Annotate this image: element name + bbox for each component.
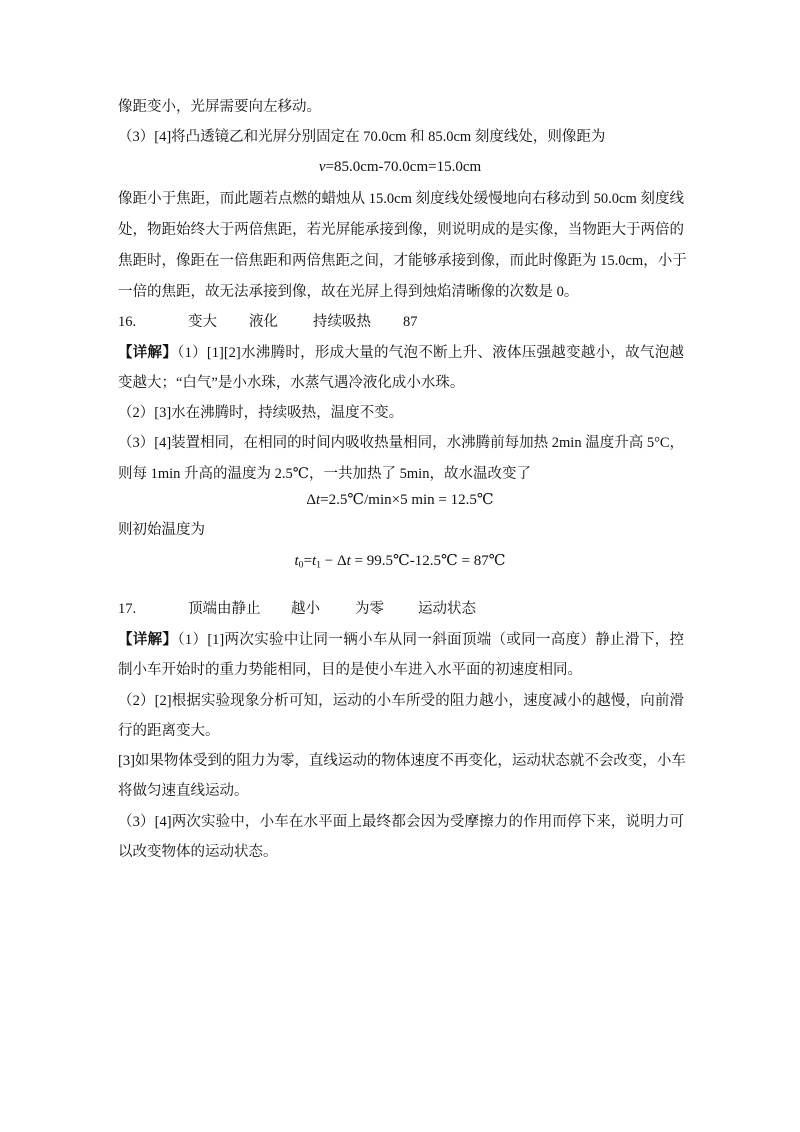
formula-eq: = (303, 553, 312, 569)
q17-part2b-line1: [3]如果物体受到的阻力为零，直线运动的物体速度不再变化，运动状态就不会改变，小车 (118, 753, 686, 769)
q16-part2: （2）[3]水在沸腾时，持续吸热，温度不变。 (118, 405, 404, 421)
q16-answer-2: 液化 (249, 314, 278, 330)
q16-part3-line2: 则每 1min 升高的温度为 2.5℃，一共加热了 5min，故水温改变了 (118, 466, 531, 482)
q16-part1-text: （1）[1][2]水沸腾时，形成大量的气泡不断上升、液体压强越变越小，故气泡越 (177, 345, 685, 361)
formula-var-t0: t (294, 553, 299, 569)
q16-answer-1: 变大 (188, 314, 217, 330)
q17-part2-line1: （2）[2]根据实验现象分析可知，运动的小车所受的阻力越小，速度减小的越慢，向前滑 (118, 693, 684, 709)
q15-formula-image-distance (0, 157, 800, 177)
q15-part3-line1: （3）[4]将凸透镜乙和光屏分别固定在 70.0cm 和 85.0cm 刻度线处，则像距为 (118, 129, 606, 145)
q16-answer-row (118, 312, 718, 332)
q16-initial-temp-text: 则初始温度为 (118, 522, 205, 538)
q15-explain-line4: 一倍的焦距，故无法承接到像，故在光屏上得到烛焰清晰像的次数是 0。 (118, 284, 579, 300)
q17-answer-1: 顶端由静止 (188, 601, 261, 617)
q16-formula-initial-temp (0, 551, 800, 571)
q16-answer-3: 持续吸热 (313, 314, 371, 330)
q16-number: 16. (118, 314, 137, 330)
q15-explain-line2: 处，物距始终大于两倍焦距，若光屏能承接到像，则说明成的是实像，当物距大于两倍的 (118, 222, 684, 238)
formula-var-t: t (315, 492, 321, 508)
formula-delta: Δ (306, 492, 316, 508)
formula-var-t1: t (311, 553, 317, 569)
q15-explain-line1: 像距小于焦距，而此题若点燃的蜡烛从 15.0cm 刻度线处缓慢地向右移动到 50.0cm 刻度线 (118, 191, 684, 207)
q17-answer-3: 为零 (355, 601, 384, 617)
q16-part3-line1: （3）[4]装置相同，在相同的时间内吸收热量相同，水沸腾前每加热 2min 温度升高 5°C， (118, 435, 685, 451)
q16-detail-line1 (118, 343, 684, 363)
q17-part1-text: （1）[1]两次实验中让同一辆小车从同一斜面顶端（或同一高度）静止滑下，控 (177, 632, 685, 648)
formula-rhs: =2.5℃/min×5 min = 12.5℃ (320, 492, 494, 508)
q15-explain-line3: 焦距时，像距在一倍焦距和两倍焦距之间，才能够承接到像，而此时像距为 15.0cm，小于 (118, 253, 687, 269)
formula-op: − Δ (321, 553, 347, 569)
q17-part2-line2: 行的距离变大。 (118, 723, 220, 739)
q16-detail-label: 【详解】 (118, 345, 178, 361)
formula-rhs: =85.0cm-70.0cm=15.0cm (325, 159, 482, 175)
formula-sub-1: 1 (316, 559, 321, 571)
q17-detail-label: 【详解】 (118, 632, 178, 648)
q16-formula-temp-change (0, 490, 800, 510)
q17-answer-row (118, 599, 718, 619)
q17-answer-4: 运动状态 (418, 601, 476, 617)
q16-detail-line2: 变越大；“白气”是小水珠，水蒸气遇冷液化成小水珠。 (118, 375, 465, 391)
formula-sub-0: 0 (298, 559, 304, 571)
q17-part2b-line2: 将做匀速直线运动。 (118, 783, 249, 799)
q17-number: 17. (118, 601, 137, 617)
q17-detail-line1 (118, 630, 684, 650)
q16-answer-4: 87 (403, 314, 418, 330)
formula-rhs: = 99.5℃-12.5℃ = 87℃ (350, 553, 506, 569)
q17-answer-2: 越小 (291, 601, 320, 617)
q17-part1-line2: 制小车开始时的重力势能相同，目的是使小车进入水平面的初速度相同。 (118, 662, 582, 678)
q17-part3-line1: （3）[4]两次实验中，小车在水平面上最终都会因为受摩擦力的作用而停下来，说明力可 (118, 814, 684, 830)
q15-intro-tail: 像距变小，光屏需要向左移动。 (118, 99, 321, 115)
formula-var-dt: t (346, 553, 351, 569)
formula-var-v: v (318, 159, 326, 175)
q17-part3-line2: 以改变物体的运动状态。 (118, 844, 278, 860)
